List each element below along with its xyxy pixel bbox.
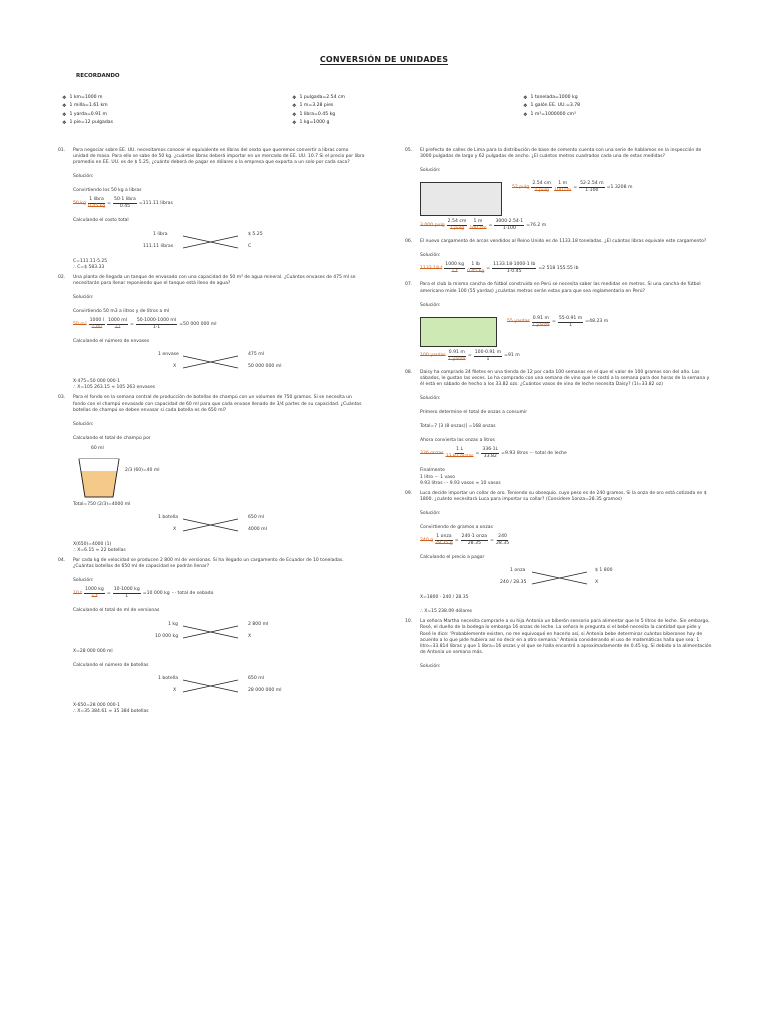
problem-10: 10. La señora Martha necesita comprarle a su hija Antonia un biberón sensorio para alimentar que le 5 litros de leche. Sin embargo, Rosé, el dueño de la bodega lo embarga 16 onzas de leche. La señora le pregunta si el bebé necesita la cantidad que pide y Rosé le dice: 'Probablemente existen, no me equivoqué en hacerlo así, si Antonia bebe determinar cuántos biberones hoy de acuerdo a lo que pide hubiera así no decir en a otro semana.' Antonia considerando el uso de matemáticas halla que sea: 1 litro=33.814 libras y que 1 libra=16 onzas y el que se halla encontró a aproximadamente de 0.45 kg. Si debido a la alimentación de Antonia un semana más. Solución:: [405, 619, 712, 669]
problem-01: 01. Para negociar sobre EE. UU. necesitamos conocer el equivalente en libras del sexto que queremos convertir a libras como unidad de masa. Para ello se sabe de 50 kg. ¿cuántas libras deberá importar en un mercado de EE. UU. 10.7 Si el precio por libra promedio en EE. UU. es de $ 5.25, ¿cuánto deberá de pagar en dólares o la empresa que exporta a un solo por cada saco? Solución: Convirtiendo los 50 kg a libras 50 kg $\frac{\text{1 libra}}{0.45 kg}$ = $\frac{\text{50·1 libra}}{0.45}$ =111.11 libras Calculando el costo total 1 libra $ 5.25 111.11 libras C C=111.11·5.25 ∴ C=$ 583.33: [58, 148, 365, 270]
field-rectangle-green: [420, 317, 497, 347]
proportion-diagram: 1 botella 650 ml X 4000 ml: [158, 514, 267, 532]
problem-04: 04. Por cada kg de velocidad se producen 2 800 ml de versionas. Si ha llegado un cargamento de Ecuador de 10 toneladas. ¿Cuántas botellas de 650 ml de capacidad se podrán llenar? Solución: 10 t $\frac{1000 kg}{1 t}$ = $\frac{10\cdot 1000 kg}{1}$ =10 000 kg ··· total de sebado Calculando el total de ml de versionas 1 kg 2 800 ml 10 000 kg X X=28 000 000 ml Calculando el número de botellas 1 botella 650 ml X 28 000 000 ml X·650=28 000 000·1 ∴ X=35 384.61 ≈ 35 384 botellas: [73, 558, 365, 715]
equation: 240 g $\frac{\text{1 onza}}{28.35 g}$ = $\frac{\text{240·1 onza}}{28.35}$ = $\frac{240}{28.35}$: [420, 534, 510, 547]
equation: 100 yardas $\frac{0.91 m}{\text{1 yarda}}$ = $\frac{100\cdot 0.91 m}{1}$ =91 m: [420, 349, 520, 362]
equation: 1133.18 t $\frac{1000 kg}{1 t}$ $\frac{1 lb}{0.45 kg}$ = $\frac{1133.18\cdot 1000\cdot 1 lb}{1\cdot 0.45}$ =2 518 155.55 lb: [420, 262, 579, 275]
proportion-diagram: 1 botella 650 ml X 28 000 000 ml: [158, 675, 282, 693]
problem-02: 02. Una planta de llegada un tanque de envasado con una capacidad de 50 m³ de agua mineral. ¿Cuántos envases de 475 ml se necesitarán para llenar reponiendo que el tanque está lleno de agua? Solución: Convirtiendo 50 m3 a litros y de litros a ml 50 m³ $\frac{1000 l}{\text{1 m³}}$ $\frac{1000 ml}{1 l}$ = $\frac{50\cdot 1000\cdot 1000 ml}{1\cdot 1}$ =50 000 000 ml Calculando el número de envases 1 envase 475 ml X 50 000 000 ml X·475=50 000 000·1 ∴ X=105 263.15 ≈ 105 263 envases: [73, 275, 365, 392]
field-rectangle: [420, 182, 502, 216]
problem-05: 05. El prefecto de calles de Lima para la distribución de base de cemento cuenta con una serie de hablamos en la inspección de 3000 pulgadas de largo y 62 pulgadas de ancho. ¿El cuántos metros cuadrados cada una de estas medidas? Solución: 52 pulg $\frac{2.54 cm}{1 pulg}$ $\frac{1 m}{100 cm}$ = $\frac{52\cdot 2.54 m}{1\cdot 100}$ =1.3208 m 3 000 pulg $\frac{2.54 cm}{1 pulg}$ $\frac{1 m}{100 cm}$ = $\frac{3000\cdot 2.54\cdot 1}{1\cdot 100}$ =76.2 m: [420, 148, 712, 232]
equation: 50 kg $\frac{\text{1 libra}}{0.45 kg}$ = $\frac{\text{50·1 libra}}{0.45}$ =111.11 libras: [73, 197, 173, 210]
reminder-column-1: ❖ 1 km=1000 m ❖ 1 milla=1.61 km ❖ 1 yarda=0.91 m ❖ 1 pie=12 pulgadas: [62, 95, 113, 127]
equation: 3 000 pulg $\frac{2.54 cm}{1 pulg}$ $\frac{1 m}{100 cm}$ = $\frac{3000\cdot 2.54\cdot 1}{1\cdot 100}$ =76.2 m: [420, 219, 547, 232]
equation: 10 t $\frac{1000 kg}{1 t}$ = $\frac{10\cdot 1000 kg}{1}$ =10 000 kg ··· total de sebado: [73, 587, 214, 600]
problem-03: 03. Para el fondo en la semana central de producción de botellas de champú con un volumen de 750 gramos. Si se necesita un fondo con el champú envasado con capacidad de 60 ml para que cada envase llenado de 3/4 partes de su capacidad. ¿Cuántos botellas de champú se deben envasar si cada botella es de 650 ml? Solución: Calculando el total de champú por 60 ml 2/3 (60)=40 ml Total=750 (2/3)=4000 ml 1 botella 650 ml X 4000 ml X(650)=4000 (1) ∴ X=6.15 ≈ 22 botellas: [73, 395, 365, 554]
equation: 52 pulg $\frac{2.54 cm}{1 pulg}$ $\frac{1 m}{100 cm}$ = $\frac{52\cdot 2.54 m}{1\cdot 100}$ =1.3208 m: [512, 181, 633, 194]
problem-09: 09. Luca decide importar un collar de oro. Teniendo su obsequio. cuyo peso es de 240 gramos. Si la onza de oro está cotizada en $ 1800. ¿cuánto necesitará Luca para importar su collar? (Considere 1onza=28.35 gramos) Solución: Convirtiendo de gramos a onzas 240 g $\frac{\text{1 onza}}{28.35 g}$ = $\frac{\text{240·1 onza}}{28.35}$ = $\frac{240}{28.35}$ Calculando el precio a pagar 1 onza $ 1 800 240 / 28.35 X X=1800 · 240 / 28.35 ∴ X=15 238.09 dólares: [420, 491, 712, 616]
left-column: [58, 148, 365, 715]
right-column: [405, 148, 712, 670]
problem-06: 06. El nuevo cargamento de arcos vendidos al Reino Unido es de 1133.18 toneladas. ¿El cuántas libras equivale este cargamento? Solución: 1133.18 t $\frac{1000 kg}{1 t}$ $\frac{1 lb}{0.45 kg}$ = $\frac{1133.18\cdot 1000\cdot 1 lb}{1\cdot 0.45}$ =2 518 155.55 lb: [420, 239, 712, 275]
reminder-column-3: ❖ 1 tonelada=1000 kg ❖ 1 galón EE. UU.=3.78 ❖ 1 m³=1000000 cm³: [523, 95, 581, 118]
proportion-diagram: 1 envase 475 ml X 50 000 000 ml: [158, 352, 282, 370]
equation: 336 onzas $\frac{1 L}{\text{33.82 onzas}}$ = $\frac{336\cdot 1L}{33.82}$ =9.93 litros ··· total de leche: [420, 447, 567, 460]
equation: 55 yardas $\frac{0.91 m}{\text{1 yarda}}$ = $\frac{55\cdot 0.91 m}{1}$ =48.23 m: [507, 315, 609, 328]
problem-07: 07. Para el club la misma cancha de fútbol construida en Perú se necesita saber las medidas en metros. Si una cancha de fútbol americano mide 100 (55 yardas) ¿cuántas metros serán estas para que sea reglamentaria en Perú? Solución: 55 yardas $\frac{0.91 m}{\text{1 yarda}}$ = $\frac{55\cdot 0.91 m}{1}$ =48.23 m 100 yardas $\frac{0.91 m}{\text{1 yarda}}$ = $\frac{100\cdot 0.91 m}{1}$ =91 m: [420, 282, 712, 362]
equation: 50 m³ $\frac{1000 l}{\text{1 m³}}$ $\frac{1000 ml}{1 l}$ = $\frac{50\cdot 1000\cdot 1000 ml}{1\cdot 1}$ =50 000 000 ml: [73, 318, 217, 331]
proportion-diagram: 1 libra $ 5.25 111.11 libras C: [143, 231, 263, 249]
cup-illustration: 60 ml 2/3 (60)=40 ml: [73, 446, 365, 502]
section-heading: RECORDANDO: [76, 73, 120, 79]
problem-08: 08. Daisy ha comprado 24 filetes en una tienda de 12 por cada 100 semanas en el que el valor de 100 gramos son del año. Los sábados, le gustan las veces. Lo ha comprado con una semana de vino que le costó a la semana para dos horas de la semana y él está en sábado de hecho a los 33.82 ozs. ¿Cuántos vasos de vino de leche necesita Daisy? (1l=33.82 oz) Solución: Primero determine el total de onzas a consumir Total=7 [3 (8 onzas)] =168 onzas Ahora convierta las onzas a litros 336 onzas $\frac{1 L}{\text{33.82 onzas}}$ = $\frac{336\cdot 1L}{33.82}$ =9.93 litros ··· total de leche Finalmente 1 litro ··· 1 vaso 9.93 litros ··· 9.93 vasos ≈ 10 vasos: [420, 370, 712, 487]
proportion-diagram: 1 onza $ 1 800 240 / 28.35 X: [500, 568, 613, 586]
page-title: CONVERSIÓN DE UNIDADES: [319, 55, 449, 64]
reminder-column-2: ❖ 1 pulgada=2.54 cm ❖ 1 m=3.28 pies ❖ 1 libra=0.45 kg ❖ 1 kg=1000 g: [292, 95, 345, 127]
proportion-diagram: 1 kg 2 800 ml 10 000 kg X: [155, 621, 269, 639]
